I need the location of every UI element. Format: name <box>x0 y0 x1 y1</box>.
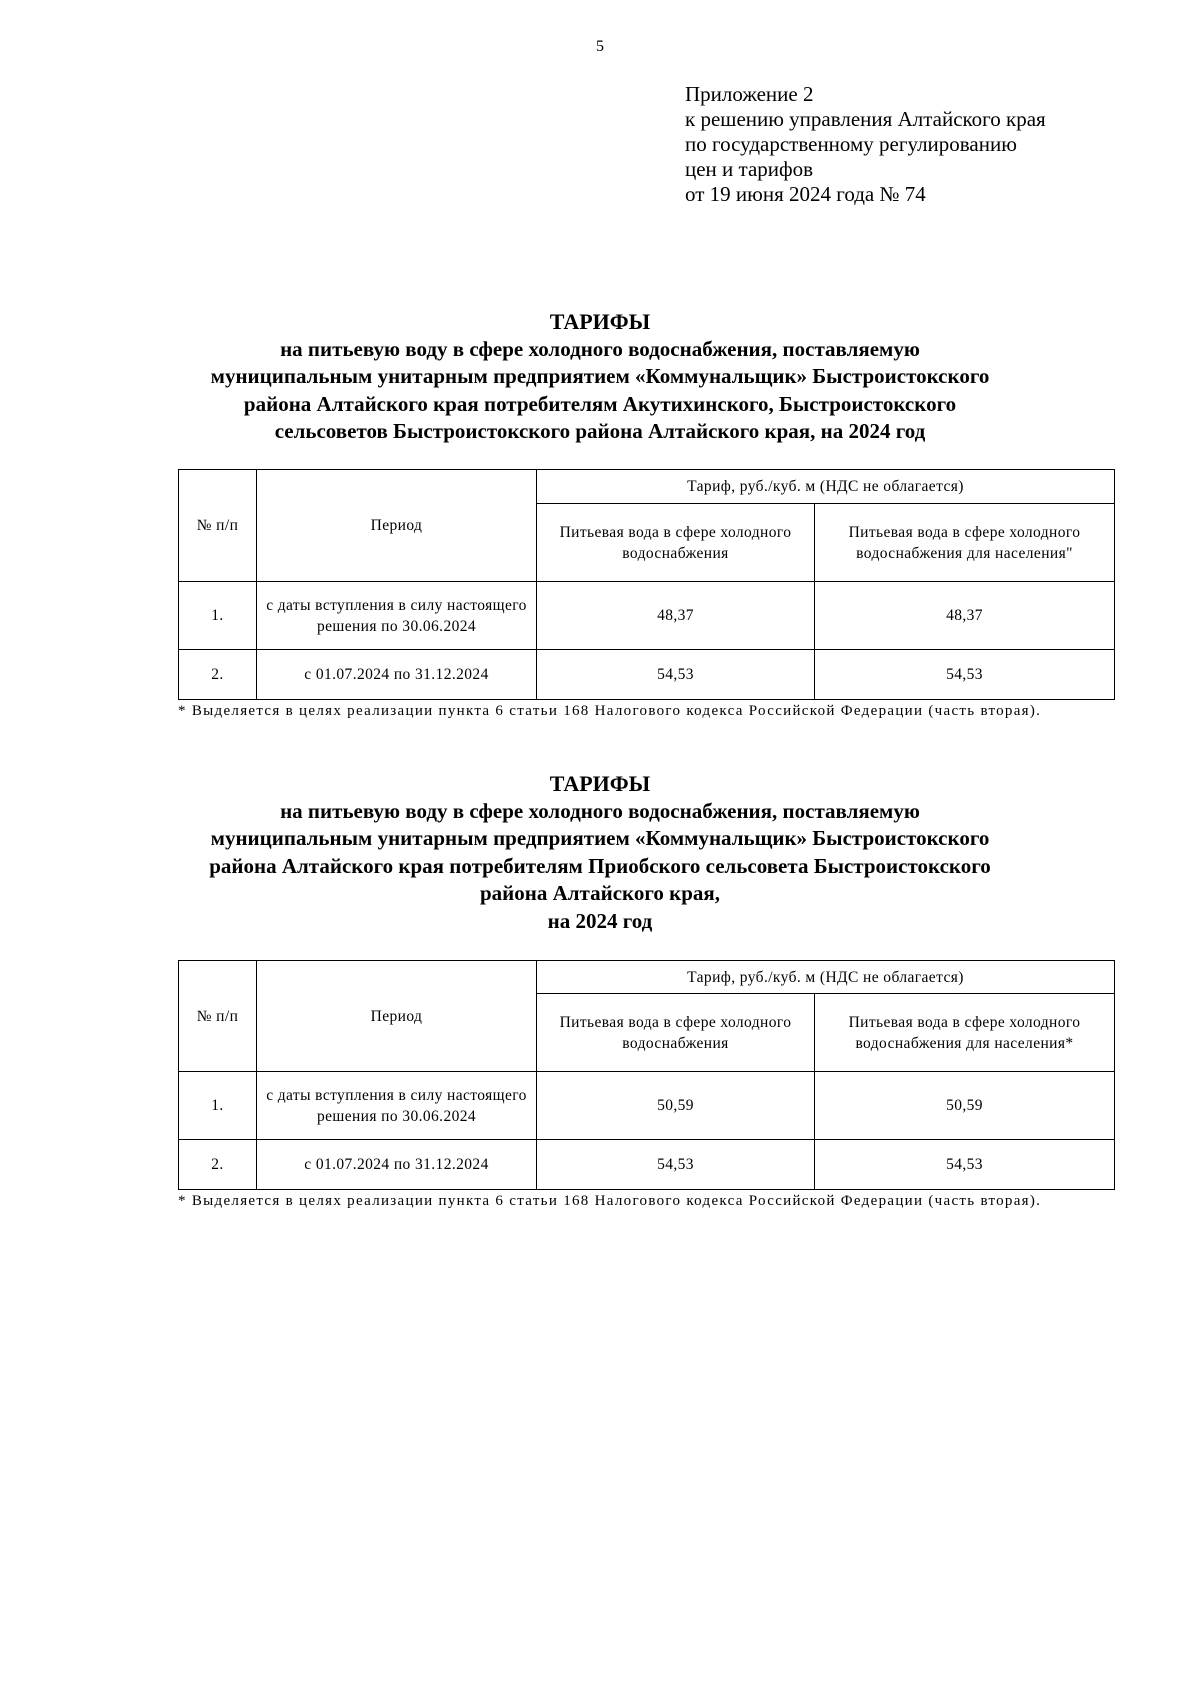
row-value-water: 50,59 <box>537 1072 815 1140</box>
tariff-table-1 <box>178 469 1115 700</box>
appendix-header <box>685 82 1165 207</box>
section-title-heading: ТАРИФЫ <box>549 309 651 334</box>
header-num: № п/п <box>179 961 257 1072</box>
row-value-population: 54,53 <box>815 650 1115 700</box>
header-num: № п/п <box>179 470 257 582</box>
section-subtitle-line: района Алтайского края, <box>479 881 721 905</box>
footnote-1: * Выделяется в целях реализации пункта 6 статьи 168 Налогового кодекса Российской Федерации (часть вторая). <box>178 703 1042 719</box>
row-period: с даты вступления в силу настоящего решения по 30.06.2024 <box>257 582 537 650</box>
appendix-line: Приложение 2 <box>685 82 814 106</box>
section-subtitle-line: сельсоветов Быстроистокского района Алтайского края, на 2024 год <box>274 419 926 443</box>
section-subtitle-line: на 2024 год <box>547 908 653 933</box>
row-num: 2. <box>179 650 257 700</box>
row-value-population: 48,37 <box>815 582 1115 650</box>
tariff-table-2 <box>178 960 1115 1190</box>
header-sub-population: Питьевая вода в сфере холодного водоснабжения для населения* <box>815 994 1115 1072</box>
row-num: 2. <box>179 1140 257 1190</box>
row-period: с 01.07.2024 по 31.12.2024 <box>257 1140 537 1190</box>
row-num: 1. <box>179 582 257 650</box>
row-value-population: 50,59 <box>815 1072 1115 1140</box>
appendix-line: цен и тарифов <box>685 157 814 181</box>
header-sub-water: Питьевая вода в сфере холодного водоснабжения <box>537 504 815 582</box>
header-period: Период <box>257 470 537 582</box>
section-subtitle-line: на питьевую воду в сфере холодного водоснабжения, поставляемую <box>280 336 920 361</box>
row-num: 1. <box>179 1072 257 1140</box>
section-subtitle-line: района Алтайского края потребителям Приобского сельсовета Быстроистокского <box>209 853 991 878</box>
appendix-line: от 19 июня 2024 года № 74 <box>685 182 926 206</box>
header-sub-water: Питьевая вода в сфере холодного водоснабжения <box>537 994 815 1072</box>
row-value-water: 48,37 <box>537 582 815 650</box>
section-subtitle-line: муниципальным унитарным предприятием «Коммунальщик» Быстроистокского <box>210 364 990 388</box>
row-period: с 01.07.2024 по 31.12.2024 <box>257 650 537 700</box>
row-value-water: 54,53 <box>537 650 815 700</box>
section-subtitle-line: на питьевую воду в сфере холодного водоснабжения, поставляемую <box>280 798 920 823</box>
table-row <box>179 1072 1115 1140</box>
section-1-title <box>160 308 1040 446</box>
table-row <box>179 1140 1115 1190</box>
row-value-water: 54,53 <box>537 1140 815 1190</box>
header-period: Период <box>257 961 537 1072</box>
row-period: с даты вступления в силу настоящего решения по 30.06.2024 <box>257 1072 537 1140</box>
header-tariff: Тариф, руб./куб. м (НДС не облагается) <box>537 470 1115 504</box>
section-subtitle-line: района Алтайского края потребителям Акутихинского, Быстроистокского <box>243 391 957 416</box>
footnote-2: * Выделяется в целях реализации пункта 6 статьи 168 Налогового кодекса Российской Федерации (часть вторая). <box>178 1193 1042 1209</box>
table-row <box>179 650 1115 700</box>
section-subtitle-line: муниципальным унитарным предприятием «Коммунальщик» Быстроистокского <box>210 826 990 850</box>
page-number: 5 <box>596 38 604 55</box>
header-tariff: Тариф, руб./куб. м (НДС не облагается) <box>537 961 1115 994</box>
section-2-title <box>160 770 1040 935</box>
row-value-population: 54,53 <box>815 1140 1115 1190</box>
header-sub-population: Питьевая вода в сфере холодного водоснабжения для населения" <box>815 504 1115 582</box>
table-row <box>179 582 1115 650</box>
appendix-line: к решению управления Алтайского края <box>685 107 1046 131</box>
section-title-heading: ТАРИФЫ <box>549 771 651 796</box>
appendix-line: по государственному регулированию <box>685 132 1017 156</box>
